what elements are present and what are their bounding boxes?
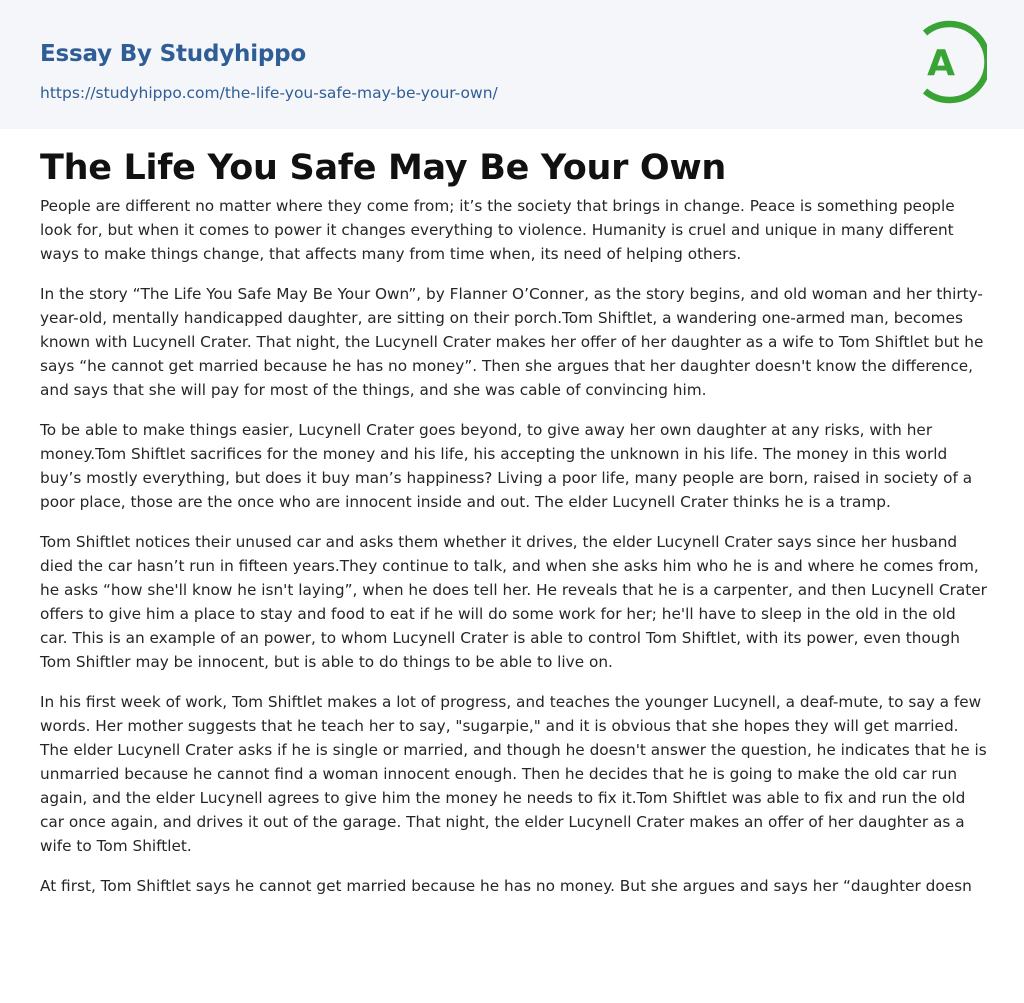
article-paragraph: In the story “The Life You Safe May Be Your Own”, by Flanner O’Conner, as the story begins, and old woman and her thirty-year-old, mentally handicapped daughter, are sitting on their porch.Tom Shiftlet, a wandering one-armed man, becomes known with Lucynell Crater. That night, the Lucynell Crater makes her offer of her daughter as a wife to Tom Shiftlet but he says “he cannot get married because he has no money”. Then she argues that her daughter doesn't know the difference, and says that she will pay for most of the things, and she was cable of convincing him. [40,285,984,399]
studyhippo-logo-icon[interactable] [911,18,987,106]
article-paragraph: Tom Shiftlet notices their unused car and asks them whether it drives, the elder Lucynell Crater says since her husband died the car hasn’t run in fifteen years.They continue to talk, and when she asks him who he is and where he comes from, he asks “how she'll know he isn't laying”, when he does tell her. He reveals that he is a carpenter, and then Lucynell Crater offers to give him a place to stay and food to eat if he will do some work for her; he'll have to sleep in the old in the old car. This is an example of an power, to whom Lucynell Crater is able to control Tom Shiftlet, with its power, even though Tom Shiftler may be innocent, but is able to do things to be able to live on. [40,533,987,671]
logo-letter: A [927,43,955,84]
article-paragraph: In his first week of work, Tom Shiftlet makes a lot of progress, and teaches the younger Lucynell, a deaf-mute, to say a few words. Her mother suggests that he teach her to say, "sugarpie," and it is obvious that she hopes they will get married. The elder Lucynell Crater asks if he is single or married, and though he doesn't answer the question, he indicates that he is unmarried because he cannot find a woman innocent enough. Then he decides that he is going to make the old car run again, and the elder Lucynell agrees to give him the money he needs to fix it.Tom Shiftlet was able to fix and run the old car once again, and drives it out of the garage. That night, the elder Lucynell Crater makes an offer of her daughter as a wife to Tom Shiftlet. [40,693,987,855]
page-title: The Life You Safe May Be Your Own [40,148,727,188]
article-paragraph: To be able to make things easier, Lucynell Crater goes beyond, to give away her own daughter at any risks, with her money.Tom Shiftlet sacrifices for the money and his life, his accepting the unknown in his life. The money in this world buy’s mostly everything, but does it buy man’s happiness? Living a poor life, many people are born, raised in society of a poor place, those are the once who are innocent inside and out. The elder Lucynell Crater thinks he is a tramp. [40,421,973,511]
article-paragraph: People are different no matter where they come from; it’s the society that brings in change. Peace is something people look for, but when it comes to power it changes everything to violence. Humanity is cruel and unique in many different ways to make things change, that affects many from time when, its need of helping others. [40,197,955,263]
article [40,146,988,898]
essay-url-link[interactable]: https://studyhippo.com/the-life-you-safe-may-be-your-own/ [40,84,498,102]
site-header [0,0,1024,129]
article-paragraph: At first, Tom Shiftlet says he cannot get married because he has no money. But she argues and says her “daughter doesn [40,877,972,895]
site-brand[interactable]: Essay By Studyhippo [40,41,307,67]
